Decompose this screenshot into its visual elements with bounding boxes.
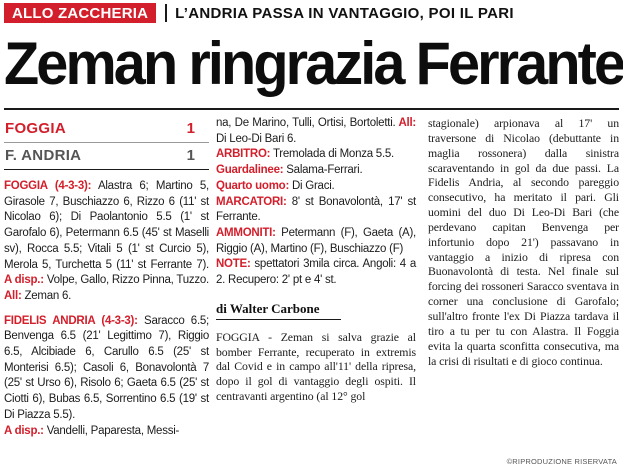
andria-subs-label: A disp.:	[4, 424, 44, 437]
guardalinee-line	[216, 163, 416, 179]
foggia-players: Alastra 6; Martino 5, Girasole 7, Buschiazzo 6, Rizzo 6 (11' st Nicolao 6); Di Paolantonio 5.5 (1' st Garofalo 6), Petermann 6.5 (45' st Maselli sv), Rocca 5.5; Vitali 5 (1' st Curcio 5), Merola 5, Turchetta 5 (11' st Ferrante 7).	[4, 180, 210, 271]
ammoniti-label: AMMONITI:	[216, 226, 276, 239]
score-row-home	[4, 116, 209, 143]
kicker-divider	[165, 4, 167, 22]
article-text-col2: FOGGIA - Zeman si salva grazie al bomber Ferrante, recuperato in extremis dal Covid e in campo all'11' della ripresa, dopo il gol di vantaggio degli ospiti. Il centravanti argentino (al 12° gol	[216, 329, 416, 404]
column-1	[4, 116, 209, 439]
headline: Zeman ringrazia Ferrante	[4, 30, 623, 97]
arbitro-value: Tremolada di Monza 5.5.	[270, 148, 394, 161]
away-team-goals: 1	[186, 147, 195, 164]
andria-subs-continued: na, De Marino, Tulli, Ortisi, Bortoletti.	[216, 117, 396, 129]
quarto-uomo-value: Di Graci.	[289, 179, 335, 192]
guardalinee-label: Guardalinee:	[216, 164, 284, 177]
foggia-lineup	[4, 179, 209, 305]
ammoniti-line	[216, 226, 416, 257]
article-text-col3: stagionale) arpionava al 17' un traversone di Nicolao (debuttante in maglia rossonera) dalla sinistra scaraventando in gol da due passi. La Fidelis Andria, al secondo pareggio consecutivo, ha meritato il pari. Gli uomini del duo Di Leo-Di Bari (che perdevano capitan Benvenga per infortunio dopo 21') passavano in vantaggio a inizio di ripresa con Buonavolontà di testa. Nel finale sul forcing dei rossoneri Saracco sventava in corner una conclusione di Garofalo; sull'altro fronte l'ex Di Piazza tardava il tiro a tu per tu con Alastra. Il Foggia evita la quarta sconfitta consecutiva, ma la crisi di risultati e di gioco continua.	[428, 116, 619, 368]
andria-lineup	[4, 314, 209, 424]
andria-players: Saracco 6.5; Benvenga 6.5 (21' Legittimo 7), Riggio 6.5, Alcibiade 6, Carullo 6.5 (25' st Monterisi 6.5); Casoli 6, Bonavolontà 7 (25' st Urso 6), Risolo 6; Gaeta 6.5 (25' st Ciotti 6), Bubas 6.5, Sorrentino 6.5 (19' st Di Piazza 5.5).	[4, 314, 209, 421]
quarto-uomo-line	[216, 179, 416, 195]
foggia-coach-label: All:	[4, 289, 22, 302]
away-team-name: F. ANDRIA	[5, 147, 82, 164]
score-row-away	[4, 143, 209, 170]
andria-coach-label: All:	[395, 117, 417, 129]
headline-rule	[4, 108, 619, 110]
section-tag: ALLO ZACCHERIA	[4, 3, 156, 23]
quarto-uomo-label: Quarto uomo:	[216, 179, 290, 192]
arbitro-label: ARBITRO:	[216, 148, 271, 161]
home-team-goals: 1	[186, 120, 195, 137]
ammoniti-value: Petermann (F), Gaeta (A), Riggio (A), Martino (F), Buschiazzo (F)	[216, 226, 416, 255]
byline: di Walter Carbone	[216, 300, 320, 316]
foggia-coach: Zeman 6.	[21, 289, 72, 302]
column-2	[216, 116, 416, 404]
foggia-subs-label: A disp.:	[4, 274, 44, 287]
andria-subs-start: Vandelli, Paparesta, Messi-	[43, 424, 180, 437]
andria-subs-cont	[216, 116, 416, 147]
andria-coach: Di Leo-Di Bari 6.	[216, 132, 297, 145]
byline-rule	[216, 319, 341, 320]
foggia-subs: Volpe, Gallo, Rizzo Pinna, Tuzzo.	[43, 274, 209, 287]
home-team-name: FOGGIA	[5, 120, 66, 137]
note-value: spettatori 3mila circa. Angoli: 4 a 2. Recupero: 2' pt e 4' st.	[216, 258, 416, 287]
arbitro-line	[216, 147, 416, 163]
note-line	[216, 257, 416, 288]
andria-subs-line	[4, 424, 209, 440]
marcatori-value: 8' st Bonavolontà, 17' st Ferrante.	[216, 195, 416, 224]
note-label: NOTE:	[216, 258, 251, 271]
guardalinee-value: Salama-Ferrari.	[283, 164, 363, 177]
kicker-text: L’ANDRIA PASSA IN VANTAGGIO, POI IL PARI	[175, 4, 514, 22]
copyright-credit: ©RIPRODUZIONE RISERVATA	[506, 457, 617, 466]
marcatori-label: MARCATORI:	[216, 195, 287, 208]
column-3	[428, 116, 619, 368]
foggia-label: FOGGIA (4-3-3):	[4, 180, 92, 192]
kicker-bar	[4, 2, 619, 24]
andria-label: FIDELIS ANDRIA (4-3-3):	[4, 314, 138, 327]
marcatori-line	[216, 195, 416, 226]
